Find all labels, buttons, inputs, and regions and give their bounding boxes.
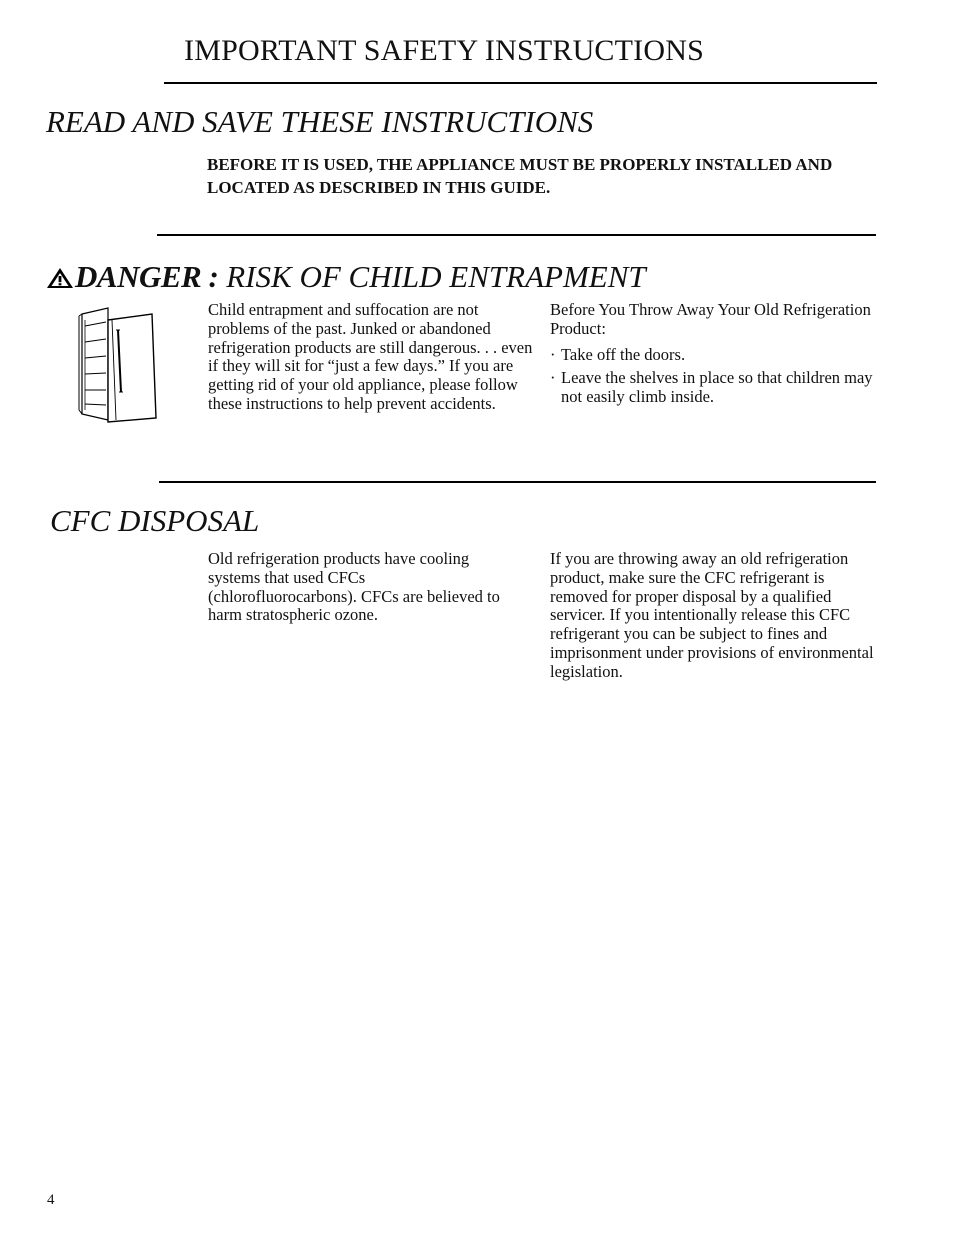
danger-heading [46, 259, 646, 295]
warning-triangle-icon [46, 261, 74, 283]
list-item [550, 369, 880, 407]
section-divider-cfc [159, 481, 876, 483]
cfc-right-text: If you are throwing away an old refrigeration product, make sure the CFC refrigerant is removed for proper disposal by a qualified servicer. If you intentionally release this CFC refrigerant you can be subject to fines and imprisonment under provisions of environmental legislation. [550, 549, 874, 681]
page-title: IMPORTANT SAFETY INSTRUCTIONS [184, 34, 704, 67]
list-item-text: Leave the shelves in place so that children may not easily climb inside. [561, 368, 873, 407]
page-number: 4 [47, 1192, 55, 1208]
section-divider-danger [157, 234, 876, 236]
throw-away-title: Before You Throw Away Your Old Refrigeration Product: [550, 300, 871, 338]
title-divider [164, 82, 877, 84]
bullet-symbol: · [550, 344, 556, 364]
bullet-symbol: · [550, 368, 556, 388]
danger-label: DANGER : [75, 259, 219, 294]
list-item-text: Take off the doors. [561, 344, 686, 364]
danger-title: RISK OF CHILD ENTRAPMENT [226, 259, 646, 294]
child-entrapment-text: Child entrapment and suffocation are not problems of the past. Junked or abandoned refrigeration products are still dangerous. . . even if they will sit for “just a few days.” If you are getting rid of your old appliance, please follow these instructions to help prevent accidents. [208, 300, 533, 413]
cfc-heading: CFC DISPOSAL [50, 503, 260, 538]
list-item [550, 346, 880, 365]
install-note: BEFORE IT IS USED, THE APPLIANCE MUST BE PROPERLY INSTALLED AND LOCATED AS DESCRIBED IN THIS GUIDE. [207, 155, 833, 197]
refrigerator-open-door-icon [76, 306, 160, 426]
throw-away-section [550, 301, 880, 412]
bullet-list [550, 346, 880, 407]
cfc-left-text: Old refrigeration products have cooling systems that used CFCs (chlorofluorocarbons). CFCs are believed to harm stratospheric ozone. [208, 549, 500, 625]
read-save-heading: READ AND SAVE THESE INSTRUCTIONS [46, 104, 594, 139]
